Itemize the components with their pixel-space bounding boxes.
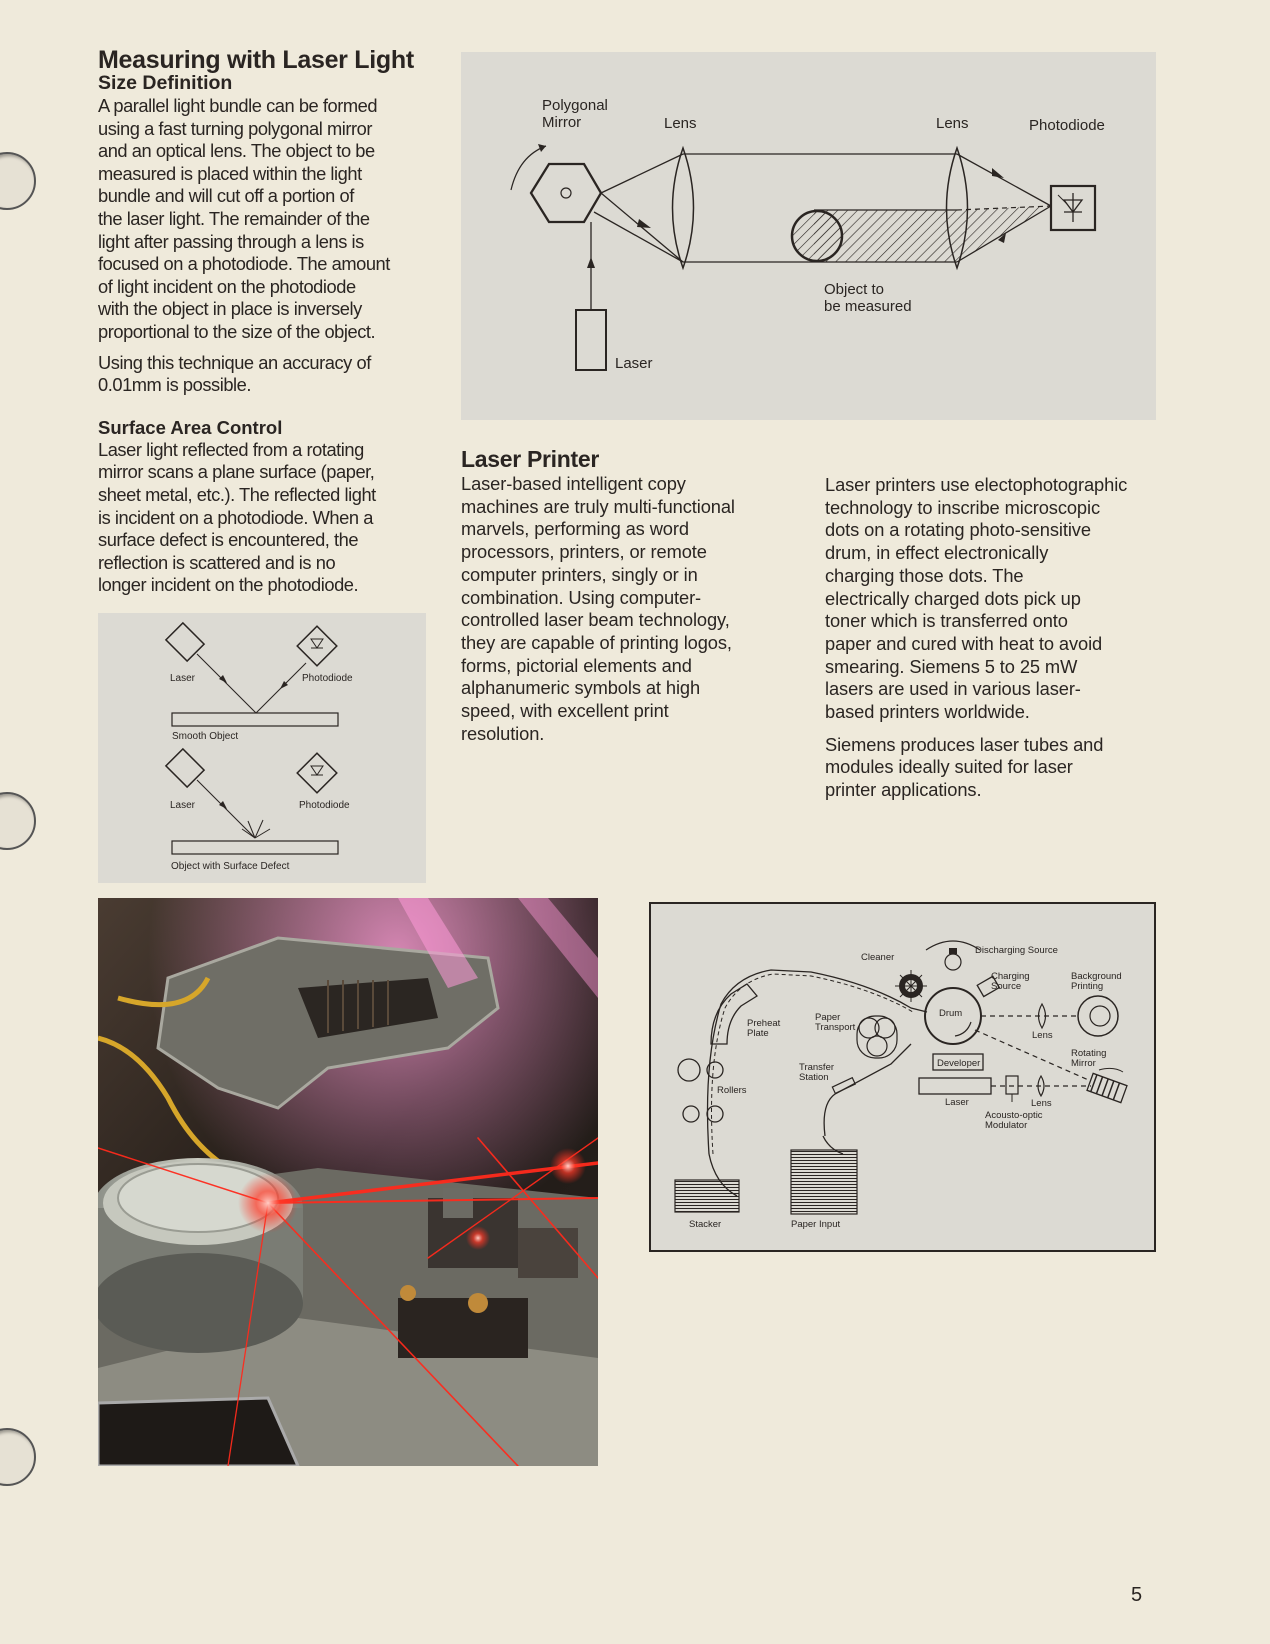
diagram-label: Lens [1032,1030,1053,1041]
lens-icon [673,148,694,268]
page-number: 5 [1131,1584,1143,1606]
diagram-label: Cleaner [861,952,895,963]
text-line: charging those dots. The [825,564,1024,586]
diagram-label: Developer [937,1058,981,1069]
laser-printer-section [461,446,801,745]
text-line: light after passing through a lens is [98,230,364,252]
diagram-label: Charging [991,971,1030,982]
diagram-label: Rollers [717,1085,747,1096]
roller-icon [683,1106,699,1122]
diagram-label: Laser [170,673,196,684]
text-line: lasers are used in various laser- [825,678,1081,700]
diagram-label: Modulator [985,1120,1028,1131]
surface-area-heading: Surface Area Control [98,416,283,438]
text-line: sheet metal, etc.). The reflected light [98,483,376,505]
diagram-label: Paper Input [791,1219,841,1230]
text-line: alphanumeric symbols at high [461,677,701,699]
text-line: proportional to the size of the object. [98,320,376,342]
text-line: they are capable of printing logos, [461,631,732,653]
text-line: mirror scans a plane surface (paper, [98,461,375,483]
diagram-label: Stacker [689,1219,722,1230]
smooth-object [172,713,338,726]
text-line: reflection is scattered and is no [98,551,336,573]
diagram-label: Photodiode [1029,117,1105,134]
diagram-label: Rotating [1071,1048,1107,1059]
paper-input-tray [791,1150,857,1214]
polygonal-mirror-icon [531,164,601,222]
text-line: modules ideally suited for laser [825,756,1073,778]
text-line: dots on a rotating photo-sensitive [825,519,1091,541]
text-line: is incident on a photodiode. When a [98,506,373,528]
surface-control-diagram [98,613,426,883]
text-line: machines are truly multi-functional [461,495,735,517]
siemens-paragraph [825,734,1170,802]
text-line: marvels, performing as word [461,518,689,540]
laser-icon [919,1078,991,1094]
rotation-arrow [511,146,546,190]
diagram-label: Source [991,981,1022,992]
size-definition-paragraph [98,95,438,344]
size-definition-heading: Size Definition [98,72,233,94]
diagram-label: Discharging Source [975,945,1058,956]
text-line: 0.01mm is possible. [98,374,251,396]
text-line: focused on a photodiode. The amount [98,253,390,275]
measuring-section [98,46,438,597]
surface-area-paragraph [98,439,438,597]
text-line: electrically charged dots pick up [825,587,1081,609]
text-line: surface defect is encountered, the [98,529,359,551]
laser-printer-photo [98,898,598,1466]
diagram-label: Drum [939,1008,963,1019]
lamp-icon [1078,996,1118,1036]
rotating-mirror-icon [1087,1073,1127,1102]
text-line: and an optical lens. The object to be [98,140,375,162]
section-title: Measuring with Laser Light [98,46,414,74]
punch-hole [0,792,36,850]
text-line: Laser printers use electophotographic [825,474,1128,495]
text-line: A parallel light bundle can be formed [98,95,378,116]
diagram-label: Laser [170,800,196,811]
text-line: toner which is transferred onto [825,610,1068,632]
text-line: Siemens produces laser tubes and [825,733,1104,755]
text-line: bundle and will cut off a portion of [98,185,354,207]
text-line: speed, with excellent print [461,700,669,722]
photodiode-icon [297,626,337,666]
diagram-label: Object to [824,281,885,298]
roller-icon [678,1059,700,1081]
defect-object [172,841,338,854]
text-line: measured is placed within the light [98,162,362,184]
diagram-label: Mirror [542,114,582,131]
lamp-icon [945,954,961,970]
punch-hole [0,1428,36,1486]
diagram-label: Paper [815,1012,841,1023]
punch-hole [0,152,36,210]
text-line: Using this technique an accuracy of [98,351,371,373]
text-line: Laser light reflected from a rotating [98,438,364,460]
text-line: using a fast turning polygonal mirror [98,117,372,139]
laser-printer-col1 [461,473,801,745]
text-line: of light incident on the photodiode [98,275,356,297]
roller-icon [707,1106,723,1122]
text-line: the laser light. The remainder of the [98,207,370,229]
text-line: with the object in place is inversely [98,298,362,320]
stacker-tray [675,1180,739,1212]
text-line: processors, printers, or remote [461,541,707,563]
text-line: forms, pictorial elements and [461,654,692,676]
text-line: combination. Using computer- [461,586,702,608]
diagram-label: Photodiode [302,673,353,684]
accuracy-paragraph [98,352,438,397]
text-line: drum, in effect electronically [825,542,1049,564]
text-line: technology to inscribe microscopic [825,496,1101,518]
diagram-label: Acousto-optic [985,1110,1043,1121]
diagram-label: be measured [824,298,912,315]
photodiode-icon [297,753,337,793]
diagram-label: Preheat [747,1018,781,1029]
text-line: resolution. [461,722,545,744]
text-line: printer applications. [825,779,982,801]
diagram-label: Station [799,1072,829,1083]
diagram-label: Plate [747,1028,769,1039]
text-line: paper and cured with heat to avoid [825,632,1103,654]
text-line: smearing. Siemens 5 to 25 mW [825,655,1078,677]
diagram-label: Laser [615,355,653,372]
text-line: Laser-based intelligent copy [461,473,686,494]
diagram-label: Background [1071,971,1122,982]
diagram-label: Mirror [1071,1058,1096,1069]
diagram-label: Transfer [799,1062,835,1073]
object-circle [792,211,842,261]
laser-icon [576,310,606,370]
size-measurement-diagram [461,52,1156,420]
text-line: based printers worldwide. [825,701,1030,723]
diagram-label: Lens [936,115,969,132]
diagram-label: Lens [664,115,697,132]
diagram-label: Transport [815,1022,856,1033]
diagram-label: Lens [1031,1098,1052,1109]
text-line: longer incident on the photodiode. [98,574,359,596]
diagram-label: Object with Surface Defect [171,861,290,872]
diagram-label: Smooth Object [172,731,239,742]
diagram-label: Laser [945,1097,969,1108]
text-line: controlled laser beam technology, [461,609,730,631]
diagram-label: Photodiode [299,800,350,811]
diagram-label: Printing [1071,981,1104,992]
laser-printer-col2 [825,474,1170,802]
laser-printer-title: Laser Printer [461,446,599,472]
text-line: computer printers, singly or in [461,563,698,585]
laser-printer-schematic [649,902,1156,1252]
diagram-label: Polygonal [542,97,608,114]
printer-technology-paragraph [825,474,1170,724]
